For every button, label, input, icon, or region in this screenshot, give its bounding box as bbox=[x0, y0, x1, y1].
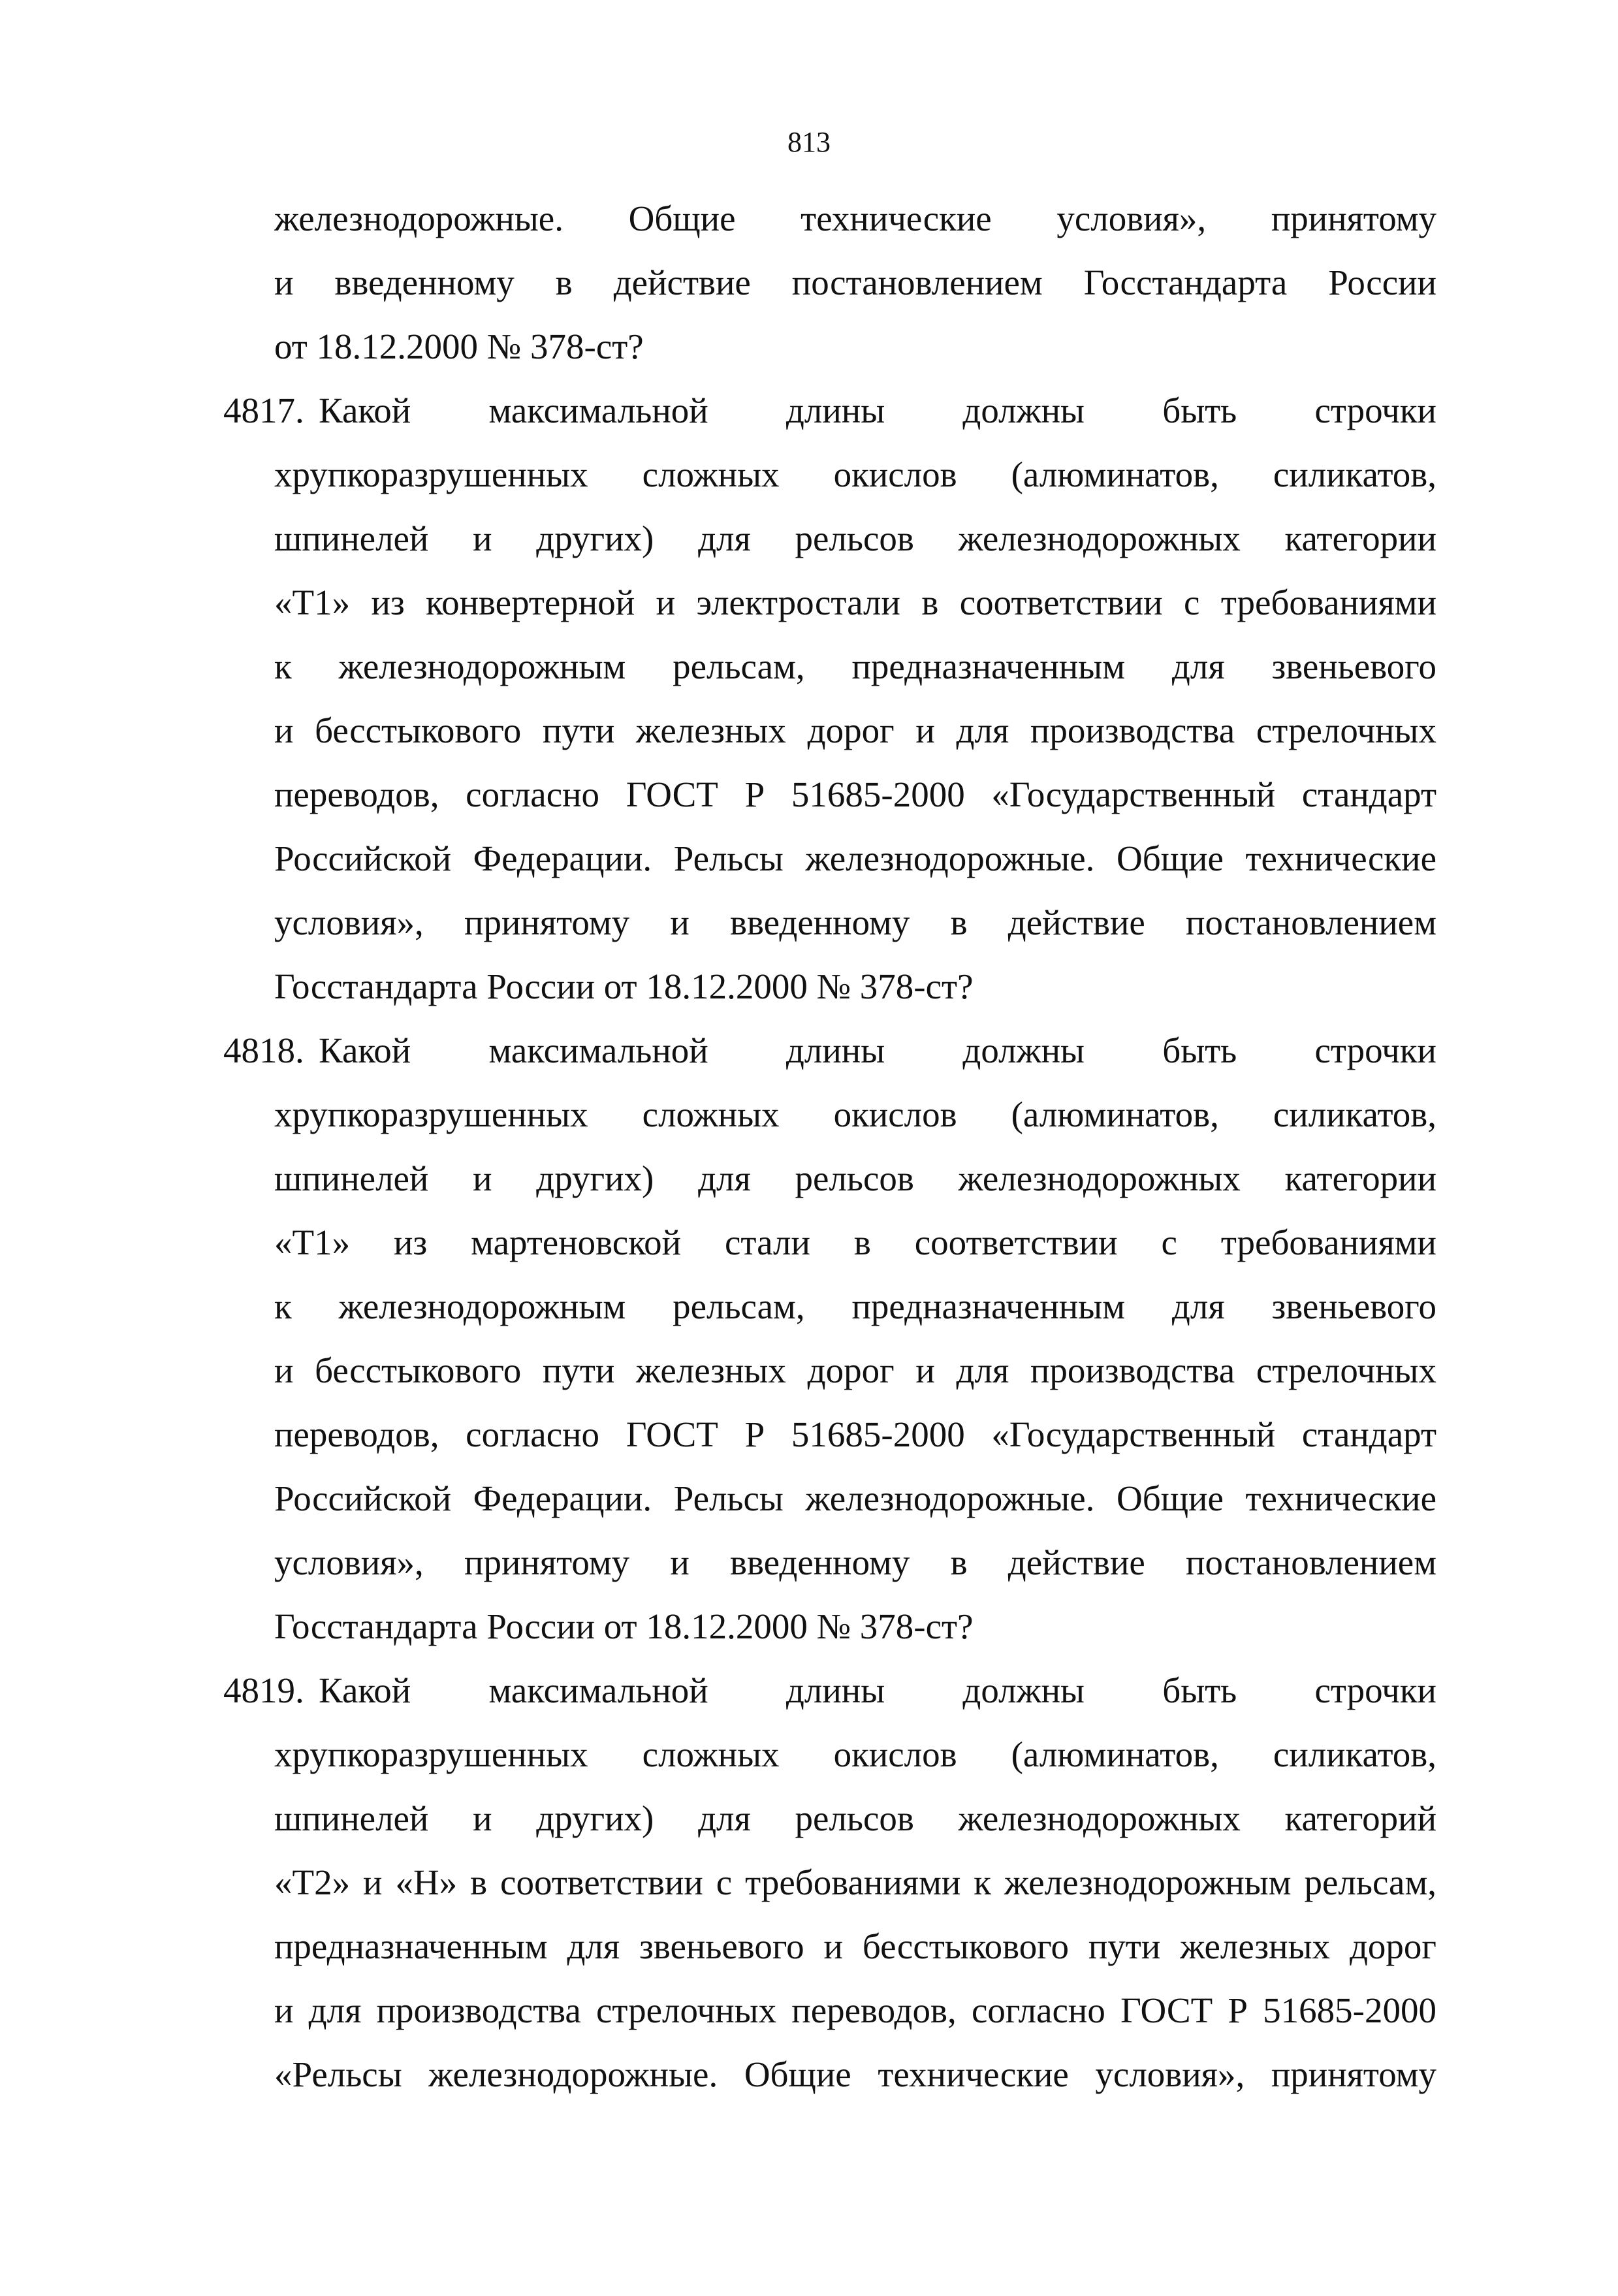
question-number: 4818. bbox=[223, 1030, 304, 1070]
intro-line: от 18.12.2000 № 378-ст? bbox=[274, 327, 644, 366]
question-line: переводов, согласно ГОСТ Р 51685-2000 «Государственный стандарт bbox=[274, 774, 1436, 814]
question-line: Какой максимальной длины должны быть строчки bbox=[319, 1670, 1436, 1710]
question-line: Российской Федерации. Рельсы железнодорожные. Общие технические bbox=[274, 838, 1436, 878]
question-line: Какой максимальной длины должны быть строчки bbox=[319, 1030, 1436, 1070]
question-line: хрупкоразрушенных сложных окислов (алюминатов, силикатов, bbox=[274, 1094, 1436, 1134]
question-line: хрупкоразрушенных сложных окислов (алюминатов, силикатов, bbox=[274, 1734, 1436, 1774]
question-line: Госстандарта России от 18.12.2000 № 378-ст? bbox=[274, 966, 974, 1006]
question-line: «Т2» и «Н» в соответствии с требованиями к железнодорожным рельсам, bbox=[274, 1862, 1436, 1902]
page-number: 813 bbox=[787, 126, 831, 158]
question-line: «Рельсы железнодорожные. Общие технические условия», принятому bbox=[274, 2054, 1436, 2094]
question-line: хрупкоразрушенных сложных окислов (алюминатов, силикатов, bbox=[274, 454, 1436, 494]
question-line: шпинелей и других) для рельсов железнодорожных категории bbox=[274, 518, 1436, 558]
question-line: шпинелей и других) для рельсов железнодорожных категорий bbox=[274, 1798, 1436, 1838]
question-number: 4819. bbox=[223, 1670, 304, 1710]
question-line: шпинелей и других) для рельсов железнодорожных категории bbox=[274, 1158, 1436, 1198]
intro-line: и введенному в действие постановлением Госстандарта России bbox=[274, 263, 1436, 302]
question-line: «Т1» из конвертерной и электростали в соответствии с требованиями bbox=[274, 582, 1436, 622]
question-line: Госстандарта России от 18.12.2000 № 378-ст? bbox=[274, 1606, 974, 1646]
question-line: и для производства стрелочных переводов, согласно ГОСТ Р 51685-2000 bbox=[274, 1990, 1436, 2030]
question-line: переводов, согласно ГОСТ Р 51685-2000 «Государственный стандарт bbox=[274, 1414, 1436, 1454]
question-line: к железнодорожным рельсам, предназначенным для звеньевого bbox=[274, 1286, 1436, 1326]
question-line: условия», принятому и введенному в действие постановлением bbox=[274, 1542, 1436, 1582]
question-line: условия», принятому и введенному в действие постановлением bbox=[274, 902, 1436, 942]
question-line: предназначенным для звеньевого и бесстыкового пути железных дорог bbox=[274, 1926, 1436, 1966]
question-line: Российской Федерации. Рельсы железнодорожные. Общие технические bbox=[274, 1478, 1436, 1518]
question-line: «Т1» из мартеновской стали в соответствии с требованиями bbox=[274, 1222, 1436, 1262]
intro-line: железнодорожные. Общие технические условия», принятому bbox=[274, 199, 1436, 238]
question-line: и бесстыкового пути железных дорог и для производства стрелочных bbox=[274, 710, 1436, 750]
question-line: к железнодорожным рельсам, предназначенным для звеньевого bbox=[274, 646, 1436, 686]
question-line: Какой максимальной длины должны быть строчки bbox=[319, 391, 1436, 430]
question-number: 4817. bbox=[223, 391, 304, 430]
question-line: и бесстыкового пути железных дорог и для производства стрелочных bbox=[274, 1350, 1436, 1390]
